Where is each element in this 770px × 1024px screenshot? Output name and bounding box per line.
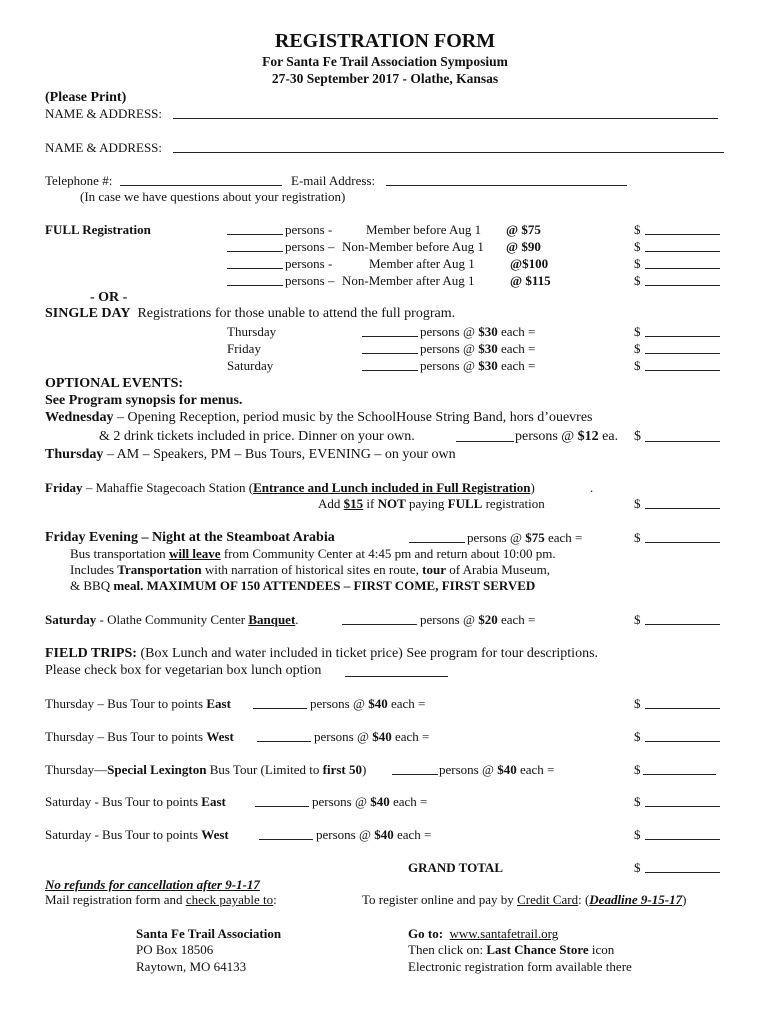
single-day-thursday: Thursday	[227, 324, 277, 339]
tour-sat-west-pre: Saturday - Bus Tour to points	[45, 827, 202, 842]
single-day-price-friday: $30	[478, 341, 498, 356]
name-address-label-1: NAME & ADDRESS:	[45, 106, 163, 121]
tour-thu-east-amount-field[interactable]	[645, 708, 720, 709]
full-reg-dollar-1: $	[634, 222, 641, 237]
wednesday-label: Wednesday	[45, 410, 114, 425]
tour-thu-east-qty-field[interactable]	[253, 708, 307, 709]
tour-sat-west-dest: West	[201, 827, 229, 842]
friday-close-paren: )	[530, 480, 535, 495]
full-reg-amount-field-3[interactable]	[645, 268, 720, 269]
form-title: REGISTRATION FORM	[274, 30, 496, 52]
goto-label: Go to:	[408, 926, 444, 941]
lexington-first: first 50	[322, 762, 363, 777]
single-day-each-thursday: each =	[500, 324, 536, 339]
single-day-amount-field-thursday[interactable]	[645, 336, 720, 337]
single-day-each-friday: each =	[500, 341, 536, 356]
tour-sat-east-amount-field[interactable]	[645, 806, 720, 807]
tour-thu-east-persons: persons @	[310, 696, 365, 711]
full-reg-amount-field-1[interactable]	[645, 234, 720, 235]
tour-sat-east-pre: Saturday - Bus Tour to points	[45, 794, 202, 809]
online-mid: : (	[578, 892, 590, 907]
fe-line2-transportation: Transportation	[117, 562, 202, 577]
full-reg-qty-field-1[interactable]	[227, 234, 283, 235]
click-post: icon	[588, 942, 615, 957]
tour-sat-east-dollar: $	[634, 794, 641, 809]
wednesday-amount-field[interactable]	[645, 441, 720, 442]
single-day-amount-field-friday[interactable]	[645, 353, 720, 354]
thursday-label: Thursday	[45, 447, 104, 462]
thursday-desc: – AM – Speakers, PM – Bus Tours, EVENING – on your own	[103, 447, 456, 462]
saturday-banquet: Banquet	[248, 612, 296, 627]
lexington-dollar: $	[634, 762, 641, 777]
banquet-persons: persons @	[420, 612, 475, 627]
telephone-field[interactable]	[120, 185, 282, 186]
grand-total-dollar: $	[634, 860, 641, 875]
field-trips-desc: (Box Lunch and water included in ticket price) See program for tour descriptions.	[136, 646, 599, 661]
mail-check-payable: check payable to	[185, 892, 274, 907]
address-box: PO Box 18506	[136, 942, 214, 957]
website-link[interactable]: www.santafetrail.org	[449, 926, 559, 941]
tour-thu-west-qty-field[interactable]	[257, 741, 311, 742]
see-program-note: See Program synopsis for menus.	[45, 393, 243, 408]
friday-evening-price: $75	[525, 530, 545, 545]
full-reg-qty-field-2[interactable]	[227, 251, 283, 252]
lexington-amount-field[interactable]	[643, 774, 716, 775]
single-day-persons-friday: persons @	[420, 341, 475, 356]
click-pre: Then click on:	[408, 942, 487, 957]
online-credit-card: Credit Card	[517, 892, 579, 907]
full-reg-persons-2: persons –	[285, 239, 335, 254]
date-location-subtitle: 27-30 September 2017 - Olathe, Kansas	[271, 71, 499, 86]
full-reg-persons-4: persons –	[285, 273, 335, 288]
tour-thu-west-price: $40	[372, 729, 392, 744]
grand-total-label: GRAND TOTAL	[408, 860, 503, 875]
email-field[interactable]	[386, 185, 627, 186]
full-reg-dollar-2: $	[634, 239, 641, 254]
tour-thu-east-dollar: $	[634, 696, 641, 711]
banquet-dollar: $	[634, 612, 641, 627]
friday-desc: – Mahaffie Stagecoach Station (	[82, 480, 254, 495]
wednesday-price: $12	[577, 429, 599, 444]
fe-line1-c: from Community Center at 4:45 pm and return about 10:00 pm.	[220, 546, 556, 561]
full-reg-type-4: Non-Member after Aug 1	[342, 273, 475, 288]
lexington-bold: Special Lexington	[107, 762, 207, 777]
banquet-each: each =	[500, 612, 536, 627]
wednesday-desc-2: & 2 drink tickets included in price. Dinner on your own.	[99, 429, 415, 444]
fe-line1-a: Bus transportation	[70, 546, 169, 561]
grand-total-field[interactable]	[645, 872, 720, 873]
lexington-close: )	[362, 762, 367, 777]
mail-instructions-colon: :	[273, 892, 277, 907]
friday-trailing-dot: .	[590, 480, 594, 495]
friday-add-amount: $15	[343, 496, 364, 511]
friday-evening-amount-field[interactable]	[645, 542, 720, 543]
banquet-amount-field[interactable]	[645, 624, 720, 625]
full-reg-type-2: Non-Member before Aug 1	[342, 239, 484, 254]
online-deadline: Deadline 9-15-17	[589, 892, 683, 907]
refund-policy: No refunds for cancellation after 9-1-17	[45, 877, 260, 892]
lexington-mid: Bus Tour (Limited to	[206, 762, 323, 777]
friday-label: Friday	[45, 480, 83, 495]
single-day-amount-field-saturday[interactable]	[645, 370, 720, 371]
saturday-dot: .	[295, 612, 299, 627]
full-reg-dollar-3: $	[634, 256, 641, 271]
tour-thu-west-dest: West	[206, 729, 234, 744]
friday-add-not: NOT	[377, 496, 406, 511]
single-day-desc: Registrations for those unable to attend the full program.	[137, 306, 456, 321]
field-trips-heading: FIELD TRIPS:	[45, 646, 137, 661]
friday-evening-qty-field[interactable]	[409, 542, 465, 543]
single-day-price-thursday: $30	[478, 324, 498, 339]
full-reg-qty-field-4[interactable]	[227, 285, 283, 286]
contact-note: (In case we have questions about your registration)	[80, 189, 346, 204]
fe-line2-a: Includes	[70, 562, 118, 577]
full-reg-price-2: @ $90	[506, 239, 541, 254]
tour-thu-west-dollar: $	[634, 729, 641, 744]
last-chance-store: Last Chance Store	[486, 942, 589, 957]
lexington-pre: Thursday—	[45, 762, 108, 777]
fe-line2-c: with narration of historical sites en route,	[201, 562, 423, 577]
tour-thu-west-each: each =	[394, 729, 430, 744]
tour-sat-west-price: $40	[374, 827, 394, 842]
full-reg-price-4: @ $115	[510, 273, 551, 288]
fe-line3-meal: meal	[113, 578, 141, 593]
full-reg-type-1: Member before Aug 1	[366, 222, 482, 237]
full-reg-amount-field-4[interactable]	[645, 285, 720, 286]
tour-thu-east-pre: Thursday – Bus Tour to points	[45, 696, 207, 711]
full-reg-qty-field-3[interactable]	[227, 268, 283, 269]
friday-evening-persons: persons @	[467, 530, 522, 545]
full-reg-price-1: @ $75	[506, 222, 541, 237]
full-reg-price-3: @$100	[510, 256, 549, 271]
friday-included-note: Entrance and Lunch included in Full Registration	[253, 480, 531, 495]
friday-evening-dollar: $	[634, 530, 641, 545]
tour-thu-east-dest: East	[206, 696, 231, 711]
vegetarian-option-label: Please check box for vegetarian box lunch option	[45, 663, 322, 678]
saturday-desc: - Olathe Community Center	[96, 612, 249, 627]
full-reg-persons-3: persons -	[285, 256, 333, 271]
tour-sat-west-amount-field[interactable]	[645, 839, 720, 840]
fe-line1-will-leave: will leave	[168, 546, 221, 561]
email-label: E-mail Address:	[291, 173, 376, 188]
friday-add-if: if	[363, 496, 378, 511]
tour-thu-west-amount-field[interactable]	[645, 741, 720, 742]
single-day-price-saturday: $30	[478, 358, 498, 373]
banquet-qty-field[interactable]	[342, 624, 417, 625]
symposium-subtitle: For Santa Fe Trail Association Symposium	[262, 54, 508, 69]
electronic-form-note: Electronic registration form available there	[408, 959, 632, 974]
telephone-label: Telephone #:	[45, 173, 113, 188]
full-reg-persons-1: persons -	[285, 222, 333, 237]
single-day-each-saturday: each =	[500, 358, 536, 373]
name-address-field-1[interactable]	[173, 118, 718, 119]
optional-events-heading: OPTIONAL EVENTS:	[45, 376, 184, 391]
single-day-friday: Friday	[227, 341, 261, 356]
tour-sat-east-price: $40	[370, 794, 390, 809]
single-day-saturday: Saturday	[227, 358, 274, 373]
single-day-persons-thursday: persons @	[420, 324, 475, 339]
single-day-label: SINGLE DAY	[45, 306, 131, 321]
tour-thu-east-price: $40	[368, 696, 388, 711]
tour-sat-east-persons: persons @	[312, 794, 367, 809]
full-registration-label: FULL Registration	[45, 222, 151, 237]
wednesday-persons: persons @	[515, 429, 575, 444]
wednesday-ea: ea.	[598, 429, 619, 444]
full-reg-amount-field-2[interactable]	[645, 251, 720, 252]
fe-line3-max: . MAXIMUM OF 150 ATTENDEES – FIRST COME, FIRST SERVED	[140, 578, 536, 593]
lexington-qty-field[interactable]	[392, 774, 438, 775]
full-reg-dollar-4: $	[634, 273, 641, 288]
fe-line3-a: & BBQ	[70, 578, 114, 593]
fe-line2-tour: tour	[422, 562, 446, 577]
tour-thu-east-each: each =	[390, 696, 426, 711]
friday-add-full: FULL	[447, 496, 483, 511]
friday-add-pre: Add	[318, 496, 344, 511]
single-day-qty-field-saturday[interactable]	[362, 370, 418, 371]
friday-amount-field[interactable]	[645, 508, 720, 509]
tour-thu-west-pre: Thursday – Bus Tour to points	[45, 729, 207, 744]
lexington-price: $40	[497, 762, 517, 777]
vegetarian-option-field[interactable]	[345, 676, 448, 677]
tour-sat-west-each: each =	[396, 827, 432, 842]
please-print-note: (Please Print)	[45, 90, 127, 105]
single-day-persons-saturday: persons @	[420, 358, 475, 373]
lexington-persons: persons @	[439, 762, 494, 777]
saturday-label: Saturday	[45, 612, 97, 627]
lexington-each: each =	[519, 762, 555, 777]
friday-add-post: registration	[482, 496, 545, 511]
full-reg-type-3: Member after Aug 1	[369, 256, 475, 271]
name-address-field-2[interactable]	[173, 152, 724, 153]
wednesday-dollar: $	[634, 429, 641, 444]
online-close: )	[682, 892, 687, 907]
name-address-label-2: NAME & ADDRESS:	[45, 140, 163, 155]
address-city: Raytown, MO 64133	[136, 959, 247, 974]
tour-sat-west-qty-field[interactable]	[259, 839, 313, 840]
friday-add-paying: paying	[405, 496, 448, 511]
friday-evening-title: Friday Evening – Night at the Steamboat Arabia	[45, 530, 335, 545]
online-pre: To register online and pay by	[362, 892, 518, 907]
single-day-dollar-friday: $	[634, 341, 641, 356]
friday-dollar: $	[634, 496, 641, 511]
wednesday-desc: – Opening Reception, period music by the SchoolHouse String Band, hors d’ouevres	[113, 410, 593, 425]
banquet-price: $20	[478, 612, 498, 627]
or-separator: - OR -	[90, 290, 128, 305]
tour-sat-west-dollar: $	[634, 827, 641, 842]
tour-thu-west-persons: persons @	[314, 729, 369, 744]
tour-sat-east-dest: East	[201, 794, 226, 809]
mail-instructions-pre: Mail registration form and	[45, 892, 186, 907]
single-day-qty-field-thursday[interactable]	[362, 336, 418, 337]
fe-line2-e: of Arabia Museum,	[446, 562, 550, 577]
single-day-qty-field-friday[interactable]	[362, 353, 418, 354]
friday-evening-each: each =	[547, 530, 583, 545]
address-org: Santa Fe Trail Association	[136, 926, 282, 941]
tour-sat-east-qty-field[interactable]	[255, 806, 309, 807]
wednesday-qty-field[interactable]	[456, 441, 514, 442]
single-day-dollar-saturday: $	[634, 358, 641, 373]
tour-sat-east-each: each =	[392, 794, 428, 809]
tour-sat-west-persons: persons @	[316, 827, 371, 842]
single-day-dollar-thursday: $	[634, 324, 641, 339]
